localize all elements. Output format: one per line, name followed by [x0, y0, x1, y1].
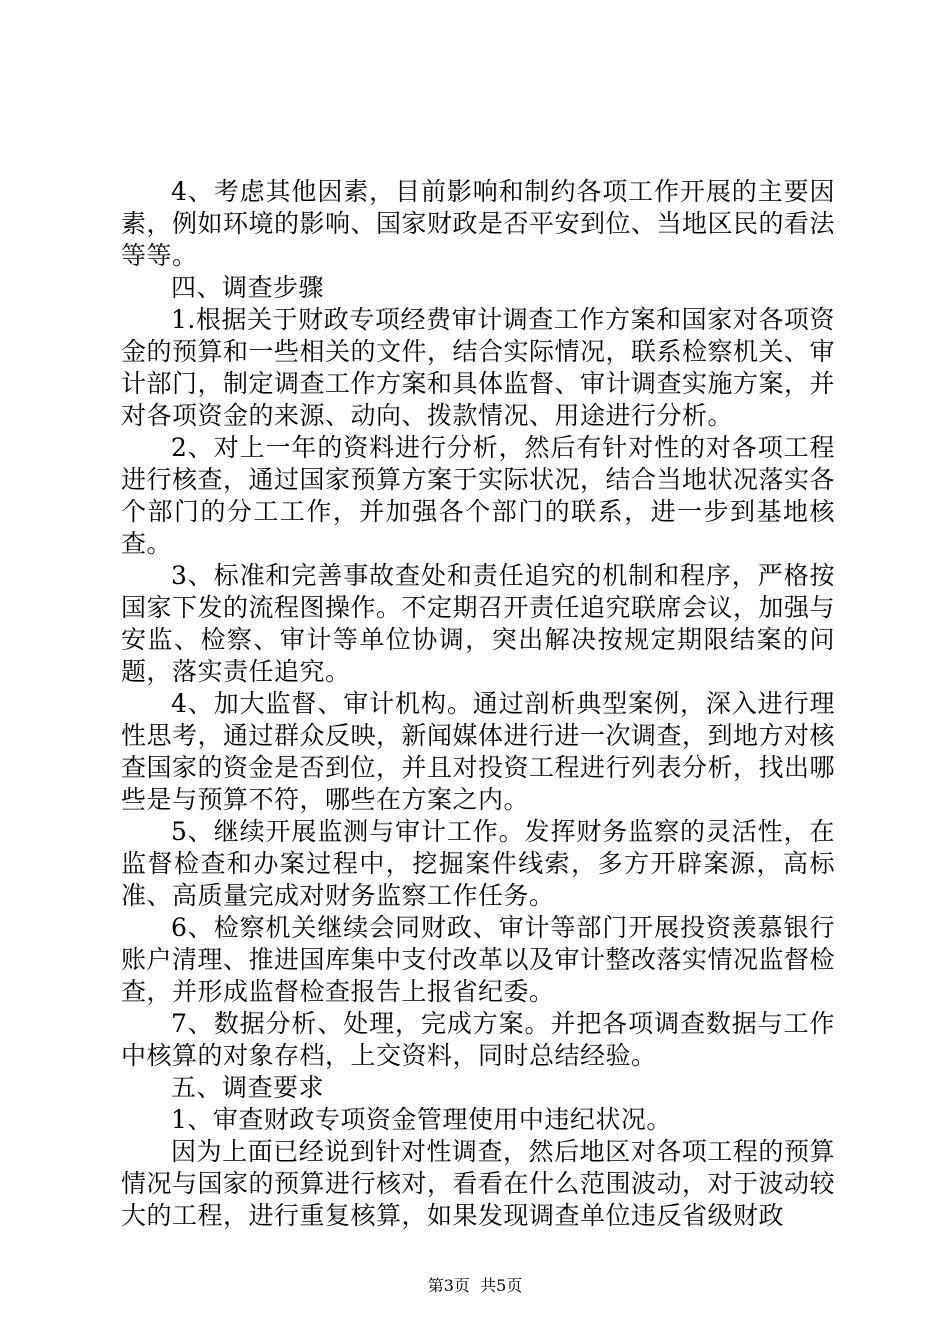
- paragraph-step-6: 6、检察机关继续会同财政、审计等部门开展投资羡慕银行账户清理、推进国库集中支付改革以及审计整改落实情况监督检查，并形成监督检查报告上报省纪委。: [121, 913, 836, 1006]
- paragraph-step-1: 1.根据关于财政专项经费审计调查工作方案和国家对各项资金的预算和一些相关的文件，结合实际情况，联系检察机关、审计部门，制定调查工作方案和具体监督、审计调查实施方案，并对各项资金的来源、动向、拨款情况、用途进行分析。: [121, 305, 836, 430]
- paragraph-step-5: 5、继续开展监测与审计工作。发挥财务监察的灵活性，在监督检查和办案过程中，挖掘案件线索，多方开辟案源，高标准、高质量完成对财务监察工作任务。: [121, 817, 835, 910]
- paragraph-requirement-detail: 因为上面已经说到针对性调查，然后地区对各项工程的预算情况与国家的预算进行核对，看看在什么范围波动，对于波动较大的工程，进行重复核算，如果发现调查单位违反省级财政: [121, 1137, 836, 1230]
- page-number-label: 第3页 共5页: [427, 1276, 523, 1295]
- paragraph-step-3: 3、标准和完善事故查处和责任追究的机制和程序，严格按国家下发的流程图操作。不定期召开责任追究联席会议，加强与安监、检察、审计等单位协调，突出解决按规定期限结案的问题，落实责任追究。: [121, 561, 836, 686]
- paragraph-requirement-1: 1、审查财政专项资金管理使用中违纪状况。: [171, 1105, 672, 1134]
- document-body: [121, 176, 835, 1232]
- section-heading-requirements: 五、调查要求: [171, 1073, 325, 1102]
- paragraph-step-4: 4、加大监督、审计机构。通过剖析典型案例，深入进行理性思考，通过群众反映，新闻媒体进行进一次调查，到地方对核查国家的资金是否到位，并且对投资工程进行列表分析，找出哪些是与预算不符，哪些在方案之内。: [121, 689, 836, 814]
- paragraph-factor-4: 4、考虑其他因素，目前影响和制约各项工作开展的主要因素，例如环境的影响、国家财政是否平安到位、当地区民的看法等等。: [121, 177, 836, 270]
- section-heading-steps: 四、调查步骤: [171, 273, 325, 302]
- paragraph-step-7: 7、数据分析、处理，完成方案。并把各项调查数据与工作中核算的对象存档，上交资料，同时总结经验。: [121, 1009, 835, 1070]
- paragraph-step-2: 2、对上一年的资料进行分析，然后有针对性的对各项工程进行核查，通过国家预算方案于实际状况，结合当地状况落实各个部门的分工工作，并加强各个部门的联系，进一步到基地核查。: [121, 433, 836, 558]
- page-footer: [0, 1276, 950, 1296]
